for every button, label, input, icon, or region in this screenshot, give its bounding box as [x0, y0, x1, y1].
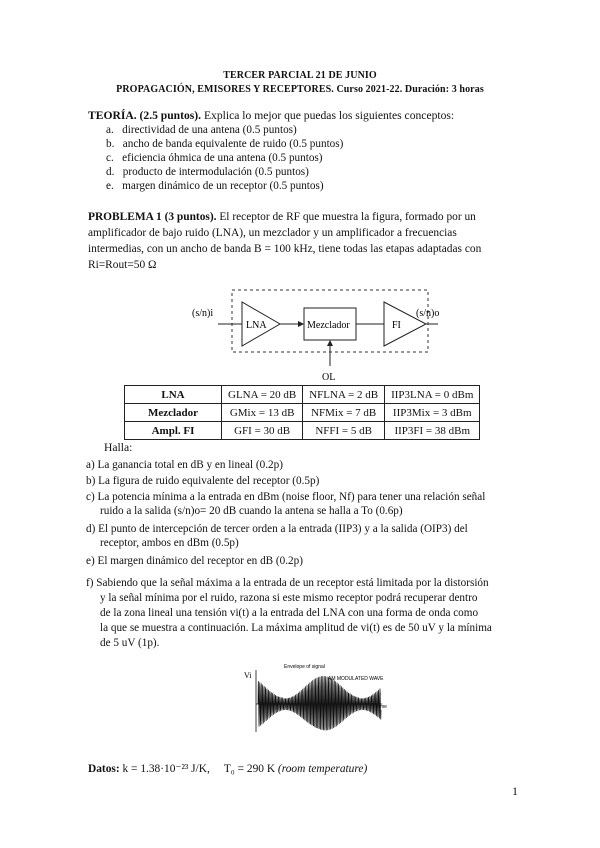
table-row: Mezclador GMix = 13 dB NFMix = 7 dB IIP3Mix = 3 dBm	[125, 404, 480, 422]
problema-line: Ri=Rout=50 Ω	[88, 259, 157, 271]
table-row: LNA GLNA = 20 dB NFLNA = 2 dB IIP3LNA = 0 dBm	[125, 386, 480, 404]
page-number: 1	[512, 784, 518, 798]
datos-line: Datos: k = 1.38·10⁻²³ J/K, T₀ = 290 K (room temperature)	[88, 763, 368, 775]
teoria-intro: Explica lo mejor que puedas los siguientes conceptos:	[203, 109, 455, 122]
question-item: a) La ganancia total en dB y en lineal (0.2p)	[86, 459, 283, 471]
envelope-label: Envelope of signal	[284, 664, 325, 670]
question-item: e) El margen dinámico del receptor en dB (0.2p)	[86, 555, 303, 567]
mixer-label: Mezclador	[307, 320, 350, 331]
am-waveform-figure	[242, 660, 392, 740]
question-item-continued: ruido a la salida (s/n)o= 20 dB cuando la antena se halla a To (0.6p)	[100, 505, 403, 517]
teoria-heading: TEORÍA. (2.5 puntos).	[88, 109, 202, 122]
vi-axis-label: Vi	[244, 671, 252, 680]
stage-parameters-table	[124, 385, 480, 440]
question-item-continued: receptor, ambos en dBm (0.5p)	[100, 537, 239, 549]
problema-line: PROBLEMA 1 (3 puntos). El receptor de RF que muestra la figura, formado por un	[88, 211, 476, 223]
question-item: d) El punto de intercepción de tercer orden a la entrada (IIP3) y a la salida (OIP3) del	[86, 523, 468, 535]
exam-subtitle: PROPAGACIÓN, EMISORES Y RECEPTORES. Curso 2021-22. Duración: 3 horas	[116, 84, 484, 95]
output-sn-label: (s/n)o	[416, 308, 440, 319]
question-item: c) La potencia mínima a la entrada en dBm (noise floor, Nf) para tener una relación señal	[86, 491, 486, 503]
halla-label: Halla:	[104, 441, 133, 454]
teoria-item: d. producto de intermodulación (0.5 puntos)	[106, 166, 309, 178]
teoria-item: e. margen dinámico de un receptor (0.5 puntos)	[106, 180, 324, 192]
problema-line: intermedias, con un ancho de banda B = 100 kHz, tiene todas las etapas adaptadas con	[88, 243, 482, 255]
problema-line: amplificador de bajo ruido (LNA), un mezclador y un amplificador a frecuencias	[88, 227, 457, 239]
question-item: b) La figura de ruido equivalente del receptor (0.5p)	[86, 475, 320, 487]
teoria-item: c. eficiencia óhmica de una antena (0.5 puntos)	[106, 152, 323, 164]
question-item-continued: de 5 uV (1p).	[100, 637, 160, 649]
exam-title: TERCER PARCIAL 21 DE JUNIO	[223, 70, 377, 81]
problema-heading: PROBLEMA 1 (3 puntos).	[88, 211, 217, 223]
am-carrier-wave	[258, 676, 381, 730]
receiver-block-diagram	[190, 288, 440, 384]
lna-label: LNA	[246, 320, 267, 331]
am-label: AM MODULATED WAVE	[328, 676, 384, 682]
time-label: Time	[376, 704, 387, 710]
question-item: f) Sabiendo que la señal máxima a la entrada de un receptor está limitada por la distorsión	[86, 577, 489, 589]
ol-label: OL	[322, 372, 336, 383]
if-label: FI	[392, 320, 401, 331]
teoria-item: a. directividad de una antena (0.5 puntos)	[106, 124, 297, 136]
teoria-item: b. ancho de banda equivalente de ruido (0.5 puntos)	[106, 138, 344, 150]
teoria-paragraph	[88, 108, 454, 123]
question-item-continued: de la zona lineal una tensión vi(t) a la entrada del LNA con una forma de onda como	[100, 607, 479, 619]
table-row: Ampl. FI GFI = 30 dB NFFI = 5 dB IIP3FI = 38 dBm	[125, 422, 480, 440]
question-item-continued: y la señal mínima por el ruido, razona si este mismo receptor podrá recuperar dentro	[100, 592, 478, 604]
input-sn-label: (s/n)i	[192, 308, 214, 319]
question-item-continued: la que se muestra a continuación. La máxima amplitud de vi(t) es de 50 uV y la mínima	[100, 622, 492, 634]
